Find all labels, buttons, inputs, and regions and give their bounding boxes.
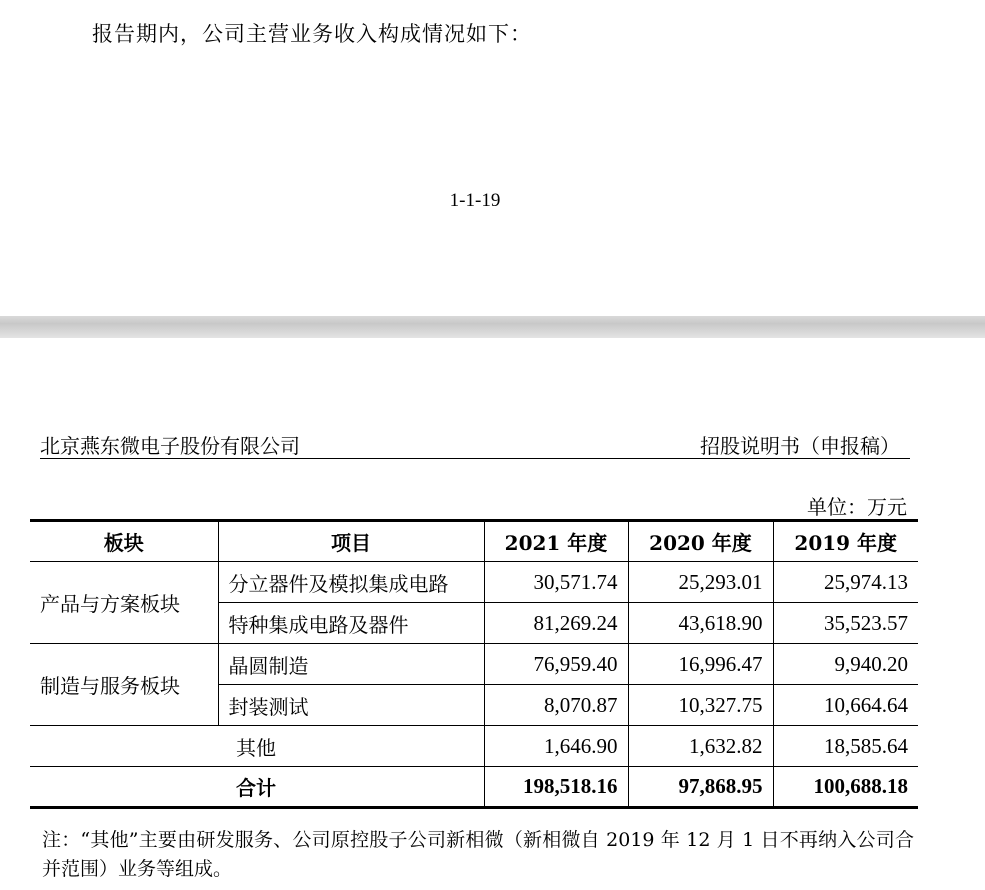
item-cell: 特种集成电路及器件 [218,603,484,644]
total-value-cell: 97,868.95 [628,767,773,808]
value-cell: 10,664.64 [773,685,918,726]
column-header: 2021 年度 [484,521,628,562]
total-row [30,767,918,808]
value-cell: 76,959.40 [484,644,628,685]
table-header-row [30,521,918,562]
item-cell: 封装测试 [218,685,484,726]
value-cell: 35,523.57 [773,603,918,644]
column-header: 板块 [30,521,218,562]
value-cell: 9,940.20 [773,644,918,685]
page-header [40,428,910,459]
company-name: 北京燕东微电子股份有限公司 [40,434,300,458]
value-cell: 25,293.01 [628,562,773,603]
item-cell: 分立器件及模拟集成电路 [218,562,484,603]
value-cell: 81,269.24 [484,603,628,644]
value-cell: 30,571.74 [484,562,628,603]
column-header: 2020 年度 [628,521,773,562]
value-cell: 8,070.87 [484,685,628,726]
other-row [30,726,918,767]
value-cell: 10,327.75 [628,685,773,726]
value-cell: 1,646.90 [484,726,628,767]
total-label: 合计 [30,767,484,808]
unit-label: 单位：万元 [807,495,907,519]
table-row [30,644,918,685]
intro-text: 报告期内，公司主营业务收入构成情况如下： [92,22,532,46]
value-cell: 43,618.90 [628,603,773,644]
column-header: 项目 [218,521,484,562]
total-value-cell: 198,518.16 [484,767,628,808]
total-value-cell: 100,688.18 [773,767,918,808]
value-cell: 18,585.64 [773,726,918,767]
column-header: 2019 年度 [773,521,918,562]
other-label: 其他 [30,726,484,767]
page-number: 1-1-19 [449,190,501,211]
segment-cell: 产品与方案板块 [30,562,218,644]
value-cell: 1,632.82 [628,726,773,767]
segment-cell: 制造与服务板块 [30,644,218,726]
revenue-table [30,519,918,809]
value-cell: 25,974.13 [773,562,918,603]
table-row [30,562,918,603]
document-title: 招股说明书（申报稿） [700,434,900,458]
table-note: 注：“其他”主要由研发服务、公司原控股子公司新相微（新相微自 2019 年 12 月 1 日不再纳入公司合并范围）业务等组成。 [42,829,914,880]
item-cell: 晶圆制造 [218,644,484,685]
value-cell: 16,996.47 [628,644,773,685]
page-break-separator [0,316,985,338]
